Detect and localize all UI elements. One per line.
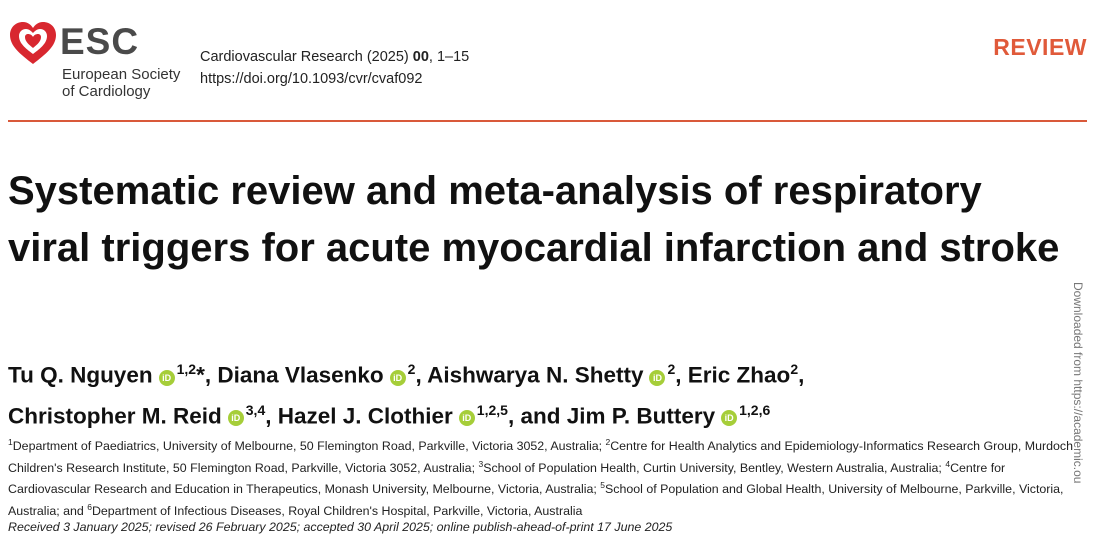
author-name[interactable]: Diana Vlasenko bbox=[217, 362, 384, 388]
journal-citation bbox=[200, 46, 469, 90]
affiliation-number: 2 bbox=[605, 437, 611, 447]
header-divider bbox=[8, 120, 1087, 122]
orcid-icon[interactable]: iD bbox=[649, 370, 665, 386]
author-affiliation-numbers: 1,2,5 bbox=[476, 401, 508, 418]
heart-logo-icon bbox=[8, 20, 58, 68]
affiliation-number: 4 bbox=[945, 458, 951, 469]
author-affiliation-numbers: 2 bbox=[667, 361, 676, 377]
author-affiliation-numbers: 1,2 bbox=[176, 361, 197, 377]
author-affiliation-numbers: 1,2,6 bbox=[739, 401, 771, 418]
logo-name-line2: of Cardiology bbox=[62, 83, 151, 100]
article-type-label: REVIEW bbox=[993, 34, 1087, 60]
orcid-icon[interactable]: iD bbox=[390, 370, 406, 386]
affiliation-number: 3 bbox=[478, 458, 484, 469]
author-name[interactable]: Tu Q. Nguyen bbox=[8, 362, 153, 388]
logo-name-line1: European Society bbox=[62, 66, 181, 83]
affiliation-text: Department of Paediatrics, University of Melbourne, 50 Flemington Road, Parkville, Victoria 3052, Australia; bbox=[12, 439, 606, 454]
author-name[interactable]: Jim P. Buttery bbox=[566, 403, 716, 428]
affiliation-number: 1 bbox=[8, 437, 13, 447]
author-name[interactable]: Christopher M. Reid bbox=[8, 403, 222, 428]
received-dates: Received 3 January 2025; revised 26 February 2025; accepted 30 April 2025; online publish-ahead-of-print 17 June 2025 bbox=[8, 520, 673, 534]
journal-line bbox=[200, 46, 469, 68]
affiliation-number: 6 bbox=[87, 501, 92, 512]
orcid-icon[interactable]: iD bbox=[228, 410, 244, 426]
author-separator: , bbox=[507, 403, 521, 428]
author-separator: , bbox=[265, 403, 278, 428]
author-list bbox=[8, 352, 1078, 433]
affiliation-number: 5 bbox=[600, 480, 606, 491]
author-separator: , bbox=[204, 362, 218, 388]
logo-abbreviation: ESC bbox=[60, 21, 140, 62]
journal-pages: , 1–15 bbox=[428, 49, 470, 65]
journal-volume: 00 bbox=[412, 49, 429, 65]
download-watermark: Downloaded from https://academic.ou bbox=[1071, 282, 1085, 484]
orcid-icon[interactable]: iD bbox=[721, 410, 737, 426]
author-affiliation-numbers: 2 bbox=[407, 361, 416, 377]
affiliation-text: School of Population Health, Curtin University, Bentley, Western Australia, Australia; bbox=[483, 460, 946, 475]
affiliation-text: Department of Infectious Diseases, Royal Children's Hospital, Parkville, Victoria, Australia bbox=[91, 504, 583, 518]
article-title: Systematic review and meta-analysis of respiratory viral triggers for acute myocardial infarction and stroke bbox=[8, 169, 1060, 270]
orcid-icon[interactable]: iD bbox=[459, 410, 475, 426]
author-name[interactable]: Eric Zhao bbox=[687, 362, 791, 388]
affiliation-text: Centre for Health Analytics and Epidemiology-Informatics Research Group, Murdoch Children's Research Institute, 50 Flemington Road, Parkville, Victoria 3052, Australia; bbox=[8, 439, 1074, 475]
author-separator: , bbox=[415, 362, 428, 388]
doi-link[interactable]: https://doi.org/10.1093/cvr/cvaf092 bbox=[200, 71, 423, 87]
journal-name: Cardiovascular Research (2025) bbox=[200, 49, 409, 65]
corresponding-author-mark: * bbox=[196, 362, 205, 388]
affiliation-text: School of Population and Global Health, University of Melbourne, Parkville, Victoria, Australia; and bbox=[8, 482, 1064, 518]
logo-society-name bbox=[62, 66, 222, 100]
author-affiliation-numbers: 2 bbox=[790, 361, 799, 377]
author-separator: , bbox=[675, 362, 688, 388]
affiliation-text: Centre for Cardiovascular Research and Education in Therapeutics, Monash University, Melbourne, Victoria, Australia; bbox=[8, 460, 1006, 497]
author-connector: and bbox=[520, 403, 567, 428]
author-name[interactable]: Hazel J. Clothier bbox=[277, 403, 453, 428]
affiliations bbox=[8, 434, 1083, 521]
author-separator: , bbox=[798, 362, 805, 388]
author-name[interactable]: Aishwarya N. Shetty bbox=[427, 362, 644, 388]
author-affiliation-numbers: 3,4 bbox=[245, 401, 266, 418]
orcid-icon[interactable]: iD bbox=[159, 370, 175, 386]
